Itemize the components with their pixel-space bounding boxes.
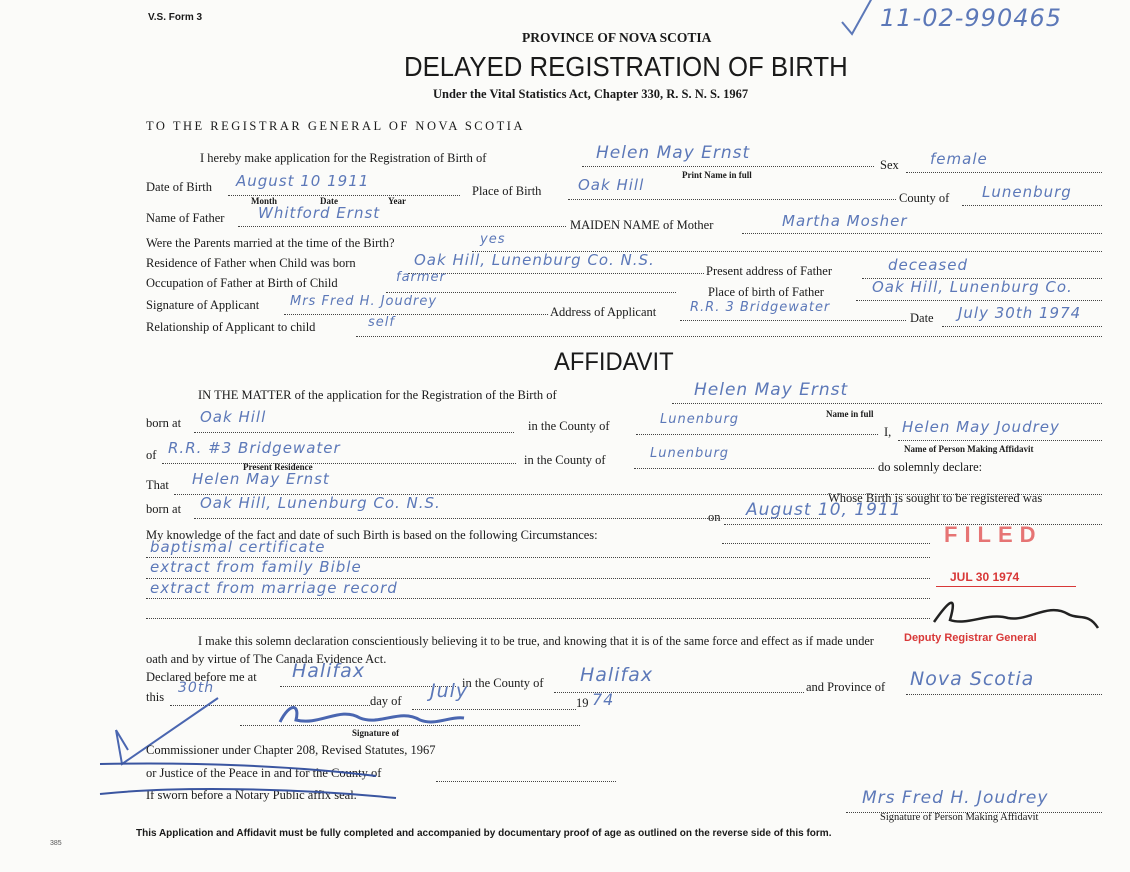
- place-of-birth-value: Oak Hill: [578, 176, 645, 194]
- solemnly-label: do solemnly declare:: [878, 460, 983, 474]
- filed-date-stamp: JUL 30 1974: [950, 570, 1020, 584]
- born-at-value-2: Oak Hill, Lunenburg Co. N.S.: [200, 494, 441, 512]
- declared-county: Halifax: [580, 664, 654, 686]
- that-label: That: [146, 478, 169, 492]
- strikeout-marks-icon: [96, 758, 416, 823]
- on-label: on: [708, 510, 721, 524]
- affidavit-heading: AFFIDAVIT: [554, 348, 674, 376]
- in-county-label-2: in the County of: [524, 453, 606, 467]
- sex-label: Sex: [880, 158, 899, 172]
- page-subtitle: Under the Vital Statistics Act, Chapter 330, R. S. N. S. 1967: [433, 87, 749, 101]
- sex-value: female: [930, 150, 988, 168]
- place-of-birth-label: Place of Birth: [472, 184, 542, 198]
- this-label: this: [146, 690, 165, 704]
- file-number: 11-02-990465: [880, 4, 1063, 32]
- commissioner-sig-caption: Signature of: [352, 728, 400, 738]
- i-label: I,: [884, 425, 892, 439]
- of-label: of: [146, 448, 157, 462]
- commissioner-line-1: Commissioner under Chapter 208, Revised Statutes, 1967: [146, 743, 436, 757]
- married-value: yes: [480, 232, 506, 247]
- residence-county: Lunenburg: [650, 446, 730, 461]
- applicant-address-label: Address of Applicant: [550, 305, 657, 319]
- filed-stamp: FILED: [944, 522, 1043, 547]
- father-value: Whitford Ernst: [258, 204, 381, 222]
- footer-notice: This Application and Affidavit must be fully completed and accompanied by documentary proof of age as outlined on the reverse side of this form.: [136, 828, 832, 839]
- father-label: Name of Father: [146, 211, 225, 225]
- date-value: July 30th 1974: [958, 304, 1082, 322]
- residence-label: Residence of Father when Child was born: [146, 256, 356, 270]
- signature-label: Signature of Applicant: [146, 298, 260, 312]
- occupation-value: farmer: [396, 270, 446, 285]
- matter-name: Helen May Ernst: [694, 380, 849, 400]
- form-number: V.S. Form 3: [148, 12, 203, 23]
- mother-label: MAIDEN NAME of Mother: [570, 218, 714, 232]
- affiant-signature: Mrs Fred H. Joudrey: [862, 788, 1049, 808]
- born-at-label-2: born at: [146, 502, 182, 516]
- declarant-caption: Name of Person Making Affidavit: [904, 444, 1034, 454]
- circumstance-2: extract from family Bible: [150, 558, 362, 576]
- year-value: 74: [592, 690, 615, 709]
- to-registrar: TO THE REGISTRAR GENERAL OF NOVA SCOTIA: [146, 119, 526, 133]
- child-name: Helen May Ernst: [596, 143, 751, 163]
- month-caption: Month: [251, 196, 278, 206]
- residence-caption: Present Residence: [243, 462, 313, 472]
- whose-birth-label: Whose Birth is sought to be registered was: [828, 491, 1043, 505]
- father-birthplace-label: Place of birth of Father: [708, 285, 824, 299]
- residence-value: Oak Hill, Lunenburg Co. N.S.: [414, 251, 655, 269]
- declared-label: Declared before me at: [146, 670, 257, 684]
- day-value: 30th: [178, 680, 215, 696]
- occupation-label: Occupation of Father at Birth of Child: [146, 276, 338, 290]
- that-name: Helen May Ernst: [192, 470, 330, 488]
- affiant-residence: R.R. #3 Bridgewater: [168, 439, 341, 457]
- declaration-line-1: I make this solemn declaration conscientiously believing it to be true, and knowing that it is of the same force and effect as if made under: [198, 634, 874, 648]
- on-date: August 10, 1911: [746, 500, 902, 520]
- page-title: DELAYED REGISTRATION OF BIRTH: [404, 51, 848, 82]
- affiant-caption: Signature of Person Making Affidavit: [880, 812, 1039, 823]
- mother-value: Martha Mosher: [782, 212, 908, 230]
- in-county-label: in the County of: [528, 419, 610, 433]
- page-code: 385: [50, 840, 62, 847]
- month-value: July: [430, 680, 469, 702]
- declared-province: Nova Scotia: [910, 668, 1035, 690]
- date-label: Date: [910, 311, 934, 325]
- day-of-label: day of: [370, 694, 402, 708]
- deputy-signature-icon: [928, 592, 1108, 647]
- commissioner-line-2: or Justice of the Peace in and for the County of: [146, 766, 382, 780]
- relationship-label: Relationship of Applicant to child: [146, 320, 316, 334]
- born-at-value: Oak Hill: [200, 408, 267, 426]
- name-caption: Name in full: [826, 409, 874, 419]
- province-label: and Province of: [806, 680, 886, 694]
- declared-at: Halifax: [292, 660, 366, 682]
- born-county-value: Lunenburg: [660, 412, 740, 427]
- declarant-name: Helen May Joudrey: [902, 418, 1060, 436]
- county-value: Lunenburg: [982, 183, 1072, 201]
- present-address-label: Present address of Father: [706, 264, 833, 278]
- year-prefix: 19: [576, 696, 589, 710]
- dob-label: Date of Birth: [146, 180, 212, 194]
- dob-value: August 10 1911: [236, 172, 370, 190]
- declaration-line-2: oath and by virtue of The Canada Evidence Act.: [146, 652, 387, 666]
- knowledge-text: My knowledge of the fact and date of such Birth is based on the following Circumstances:: [146, 528, 598, 542]
- relationship-value: self: [368, 315, 395, 330]
- circumstance-3: extract from marriage record: [150, 579, 398, 597]
- print-name-caption: Print Name in full: [682, 170, 752, 180]
- father-birthplace-value: Oak Hill, Lunenburg Co.: [872, 278, 1073, 296]
- deputy-registrar-stamp: Deputy Registrar General: [904, 632, 1037, 644]
- commissioner-line-3: If sworn before a Notary Public affix seal.: [146, 788, 357, 802]
- checkmark-icon: [838, 0, 878, 43]
- applicant-address-value: R.R. 3 Bridgewater: [690, 300, 831, 315]
- in-county-label-3: in the County of: [462, 676, 544, 690]
- circumstance-1: baptismal certificate: [150, 538, 326, 556]
- province-heading: PROVINCE OF NOVA SCOTIA: [522, 30, 712, 45]
- present-address-value: deceased: [888, 256, 968, 274]
- born-at-label: born at: [146, 416, 182, 430]
- date-caption: Date: [320, 196, 338, 206]
- year-caption: Year: [388, 196, 406, 206]
- married-label: Were the Parents married at the time of the Birth?: [146, 236, 395, 250]
- county-label: County of: [899, 191, 950, 205]
- intro-label: I hereby make application for the Registration of Birth of: [200, 151, 487, 165]
- matter-text: IN THE MATTER of the application for the Registration of the Birth of: [198, 388, 557, 402]
- applicant-signature: Mrs Fred H. Joudrey: [290, 294, 438, 309]
